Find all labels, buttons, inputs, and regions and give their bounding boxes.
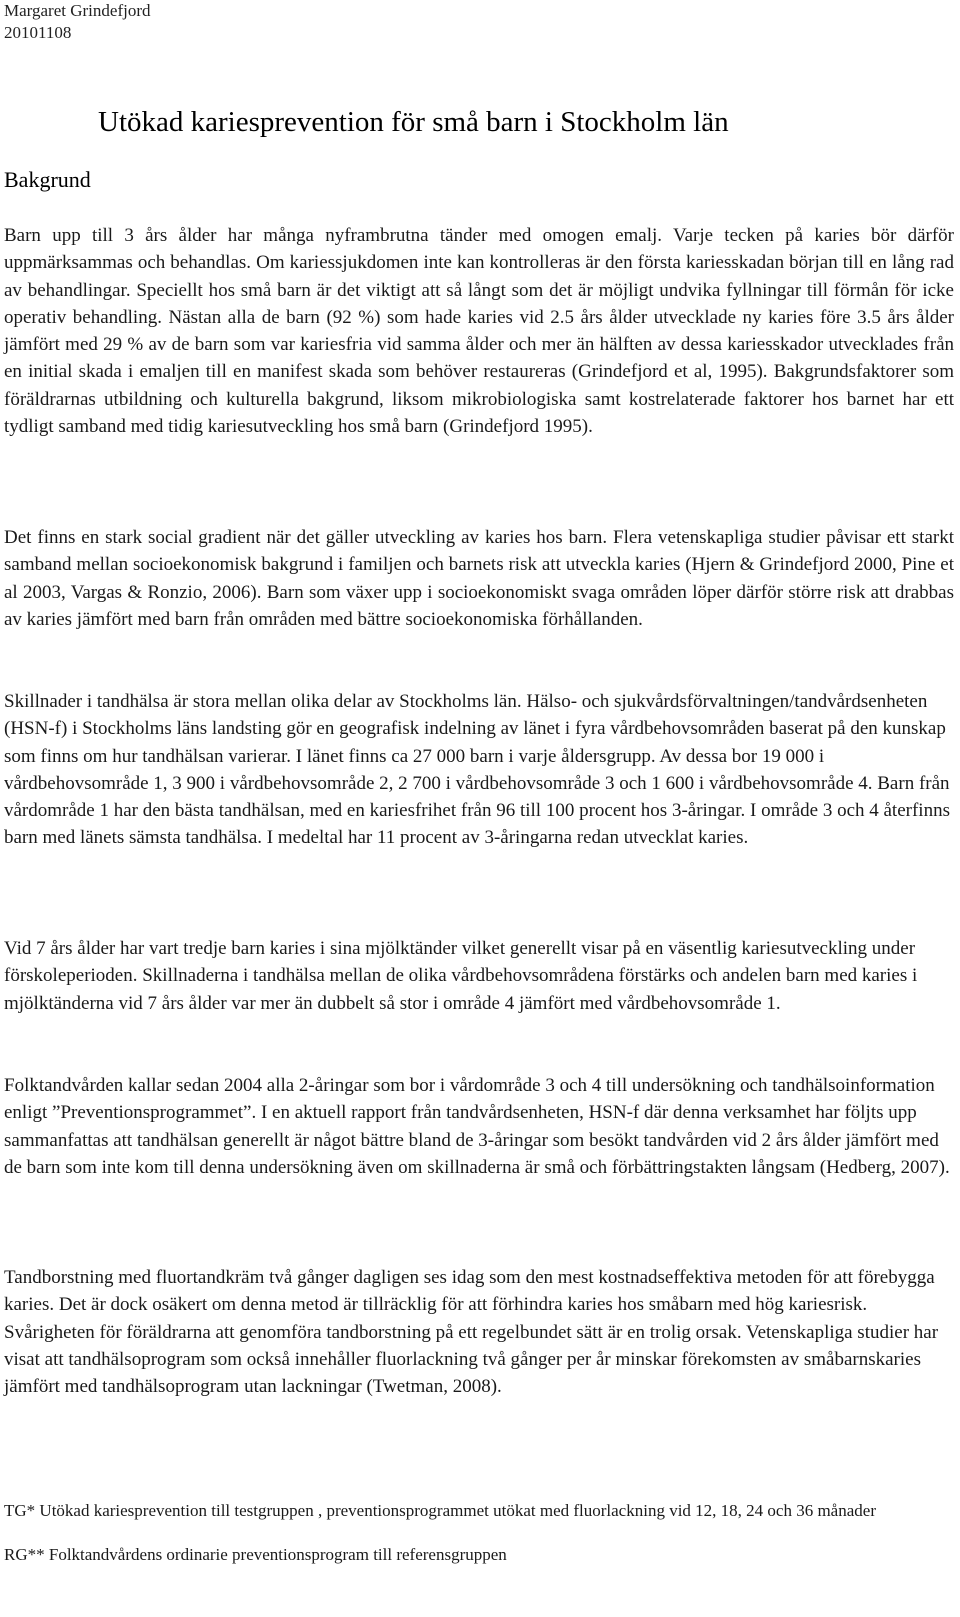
- section-heading: Bakgrund: [4, 167, 91, 192]
- paragraph-6: Tandborstning med fluortandkräm två gånger dagligen ses idag som den mest kostnadseffektiva metoden för att förebygga karies. Det är dock osäkert om denna metod är tillräcklig för att förhindra karies hos småbarn med hög kariesrisk. Svårigheten för föräldrarna att genomföra tandborstning på ett regelbundet sätt är en trolig orsak. Vetenskapliga studier har visat att tandhälsoprogram som också innehåller fluorlackning två gånger per år minskar förekomsten av småbarnskaries jämfört med tandhälsoprogram utan lackningar (Twetman, 2008).: [4, 1267, 939, 1398]
- paragraph-3: Skillnader i tandhälsa är stora mellan olika delar av Stockholms län. Hälso- och sjukvårdsförvaltningen/tandvårdsenheten (HSN-f) i Stockholms läns landsting gör en geografisk indelning av länet i fyra vårdbehovsområden baserat på den kunskap som finns om hur tandhälsan varierar. I länet finns ca 27 000 barn i varje åldersgrupp. Av dessa bor 19 000 i vårdbehovsområde 1, 3 900 i vårdbehovsområde 2, 2 700 i vårdbehovsområde 3 och 1 600 i vårdbehovsområde 4. Barn från vårdområde 1 har den bästa tandhälsan, med en kariesfrihet från 96 till 100 procent hos 3-åringar. I område 3 och 4 återfinns barn med länets sämsta tandhälsa. I medeltal har 11 procent av 3-åringarna redan utvecklat karies.: [4, 691, 950, 849]
- paragraph-1: Barn upp till 3 års ålder har många nyframbrutna tänder med omogen emalj. Varje tecken på karies bör därför uppmärksammas och behandlas. Om kariessjukdomen inte kan kontrolleras är den första kariesskadan början till en lång rad av behandlingar. Speciellt hos små barn är det viktigt att så långt som det är möjligt undvika fyllningar till förmån för icke operativ behandling. Nästan alla de barn (92 %) som hade karies vid 2.5 års ålder utvecklade ny karies före 3.5 års ålder jämfört med 29 % av de barn som var kariesfria vid samma ålder och mer än hälften av dessa kariesskador utvecklades från en initial skada i emaljen till en manifest skada som behöver restaureras (Grindefjord et al, 1995). Bakgrundsfaktorer som föräldrarnas utbildning och kulturella bakgrund, liksom mikrobiologiska samt kostrelaterade faktorer hos barnet har ett tydligt samband med tidig kariesutveckling hos små barn (Grindefjord 1995).: [4, 225, 954, 438]
- document-date: 20101108: [4, 23, 72, 42]
- author-name: Margaret Grindefjord: [4, 1, 151, 20]
- paragraph-2: Det finns en stark social gradient när det gäller utveckling av karies hos barn. Flera vetenskapliga studier påvisar ett starkt samband mellan socioekonomisk bakgrund i familjen och barnets risk att utveckla karies (Hjern & Grindefjord 2000, Pine et al 2003, Vargas & Ronzio, 2006). Barn som växer upp i socioekonomiskt svaga områden löper därför större risk att drabbas av karies jämfört med barn från områden med bättre socioekonomiska förhållanden.: [4, 527, 954, 630]
- footnote-rg: RG** Folktandvårdens ordinarie preventionsprogram till referensgruppen: [4, 1545, 507, 1564]
- footnote-tg: TG* Utökad kariesprevention till testgruppen , preventionsprogrammet utökat med fluorlackning vid 12, 18, 24 och 36 månader: [4, 1501, 876, 1520]
- paragraph-4: Vid 7 års ålder har vart tredje barn karies i sina mjölktänder vilket generellt visar på en väsentlig kariesutveckling under förskoleperioden. Skillnaderna i tandhälsa mellan de olika vårdbehovsområdena förstärks och andelen barn med karies i mjölktänderna vid 7 års ålder var mer än dubbelt så stor i område 4 jämfört med vårdbehovsområde 1.: [4, 938, 918, 1014]
- document-title: Utökad kariesprevention för små barn i Stockholm län: [98, 106, 729, 138]
- paragraph-5: Folktandvården kallar sedan 2004 alla 2-åringar som bor i vårdområde 3 och 4 till undersökning och tandhälsoinformation enligt ”Preventionsprogrammet”. I en aktuell rapport från tandvårdsenheten, HSN-f där denna verksamhet har följts upp sammanfattas att tandhälsan generellt är något bättre bland de 3-åringar som besökt tandvården vid 2 års ålder jämfört med de barn som inte kom till denna undersökning även om skillnaderna är små och förbättringstakten långsam (Hedberg, 2007).: [4, 1075, 950, 1178]
